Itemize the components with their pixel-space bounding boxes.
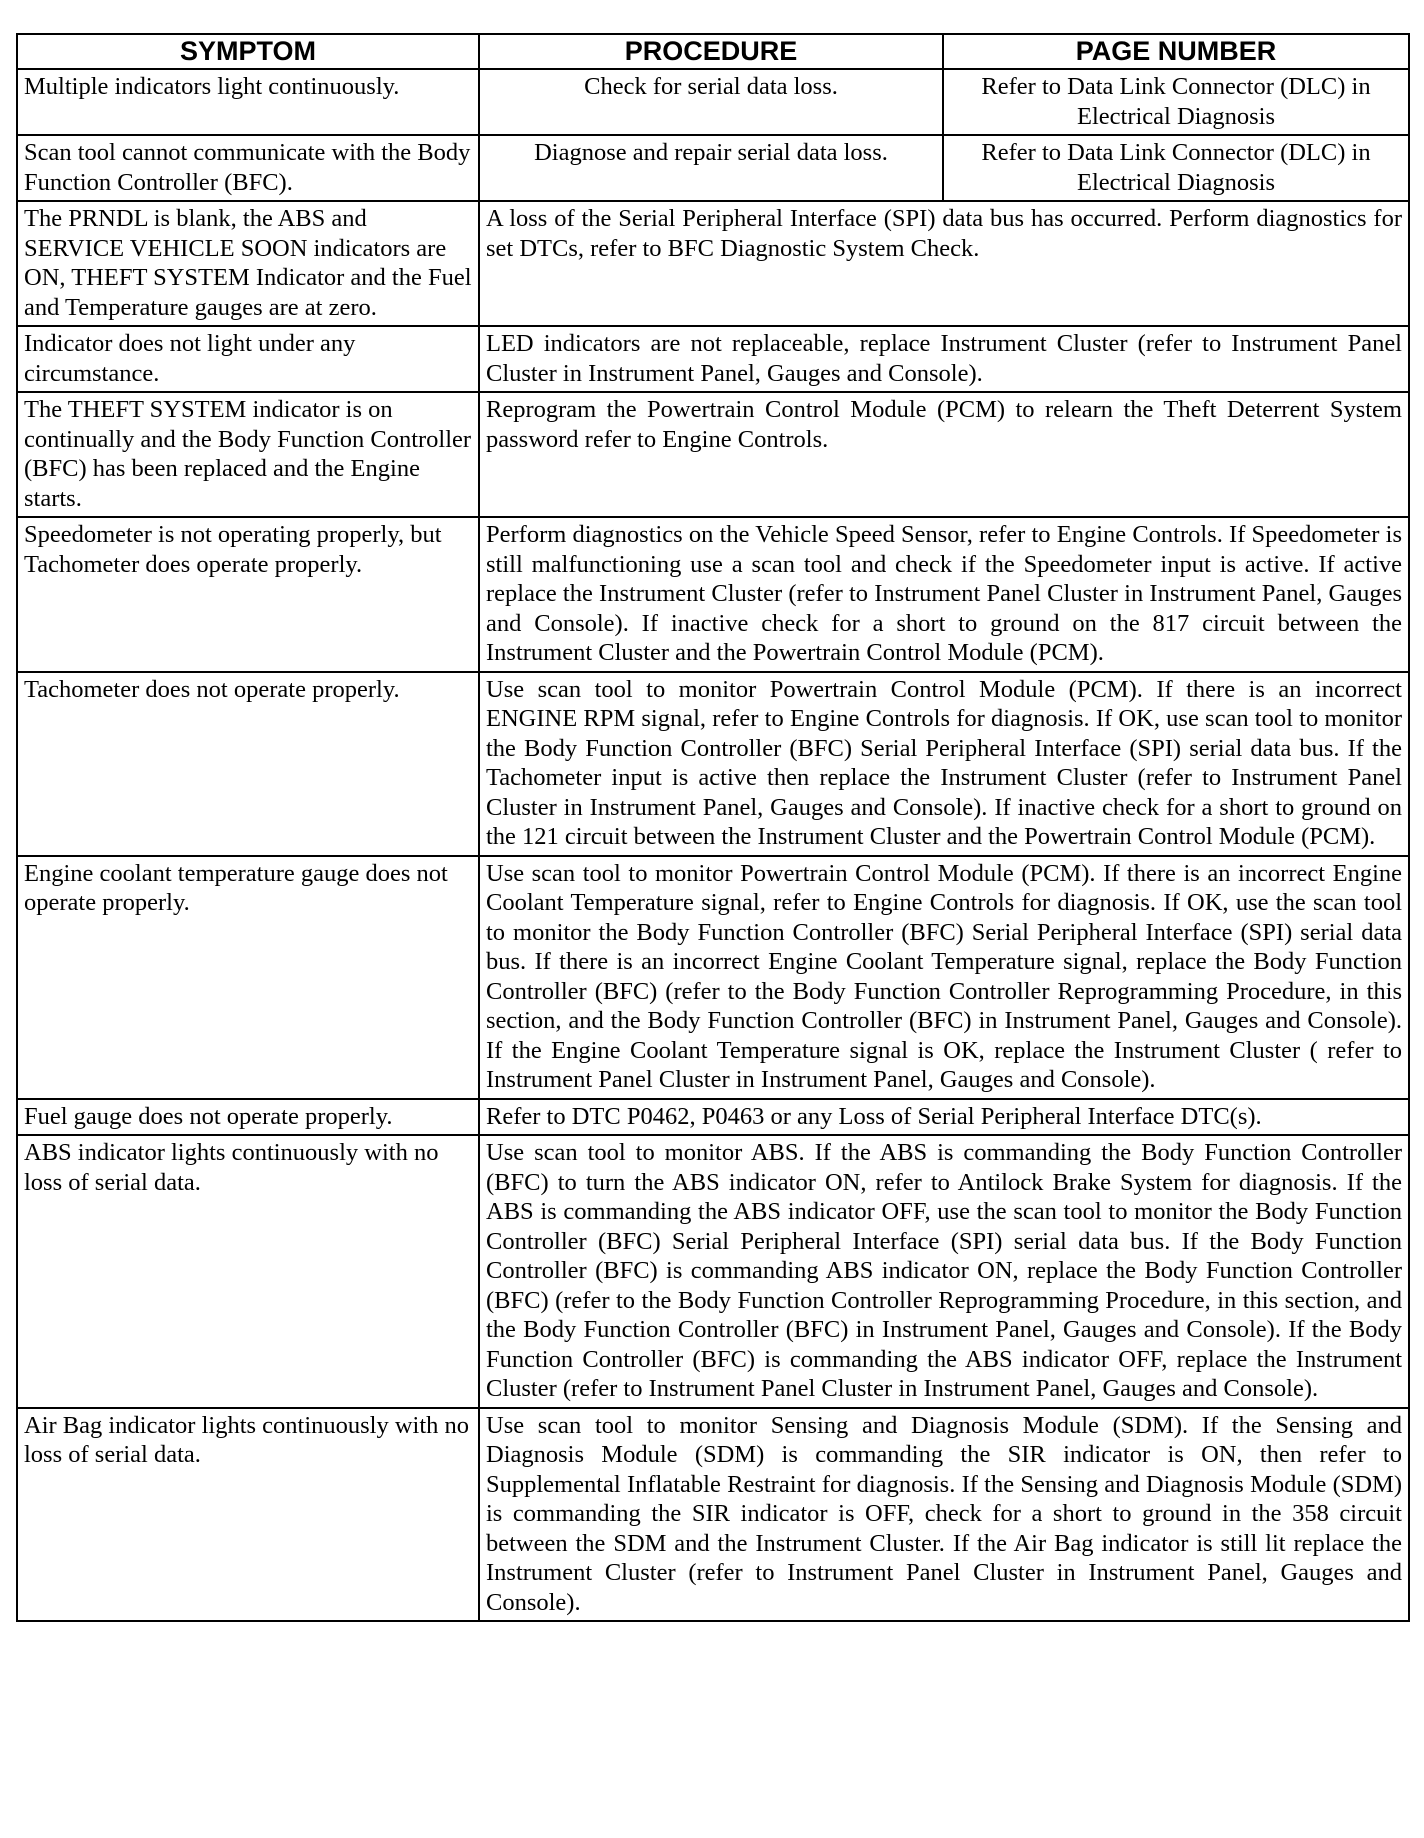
procedure-cell: Use scan tool to monitor Powertrain Control Module (PCM). If there is an incorrect Engine Coolant Temperature signal, refer to Engine Controls for diagnosis. If OK, use the scan tool to monitor the Body Function Controller (BFC) Serial Peripheral Interface (SPI) serial data bus. If there is an incorrect Engine Coolant Temperature signal, replace the Body Function Controller (BFC) (refer to the Body Function Controller Reprogramming Procedure, in this section, and the Body Function Controller (BFC) in Instrument Panel, Gauges and Console). If the Engine Coolant Temperature signal is OK, replace the Instrument Cluster ( refer to Instrument Panel Cluster in Instrument Panel, Gauges and Console). <box>479 856 1409 1099</box>
symptom-cell: Engine coolant temperature gauge does not operate properly. <box>17 856 479 1099</box>
symptom-cell: The THEFT SYSTEM indicator is on continually and the Body Function Controller (BFC) has been replaced and the Engine starts. <box>17 392 479 517</box>
procedure-cell: Reprogram the Powertrain Control Module (PCM) to relearn the Theft Deterrent System password refer to Engine Controls. <box>479 392 1409 517</box>
symptom-cell: The PRNDL is blank, the ABS and SERVICE VEHICLE SOON indicators are ON, THEFT SYSTEM Indicator and the Fuel and Temperature gauges are at zero. <box>17 201 479 326</box>
header-page-number: PAGE NUMBER <box>943 34 1409 69</box>
symptom-table <box>16 33 1410 1622</box>
procedure-cell: Use scan tool to monitor ABS. If the ABS is commanding the Body Function Controller (BFC) to turn the ABS indicator ON, refer to Antilock Brake System for diagnosis. If the ABS is commanding the ABS indicator OFF, use the scan tool to monitor the Body Function Controller (BFC) Serial Peripheral Interface (SPI) serial data bus. If the Body Function Controller (BFC) is commanding ABS indicator ON, replace the Body Function Controller (BFC) (refer to the Body Function Controller Reprogramming Procedure, in this section, and the Body Function Controller (BFC) in Instrument Panel, Gauges and Console). If the Body Function Controller (BFC) is commanding the ABS indicator OFF, replace the Instrument Cluster (refer to Instrument Panel Cluster in Instrument Panel, Gauges and Console). <box>479 1135 1409 1408</box>
procedure-cell: Check for serial data loss. <box>479 69 943 135</box>
page-number-cell: Refer to Data Link Connector (DLC) in Electrical Diagnosis <box>943 69 1409 135</box>
table-row <box>17 1408 1409 1622</box>
table-row <box>17 69 1409 135</box>
symptom-cell: Scan tool cannot communicate with the Body Function Controller (BFC). <box>17 135 479 201</box>
table-row <box>17 201 1409 326</box>
table-row <box>17 517 1409 672</box>
symptom-cell: Indicator does not light under any circumstance. <box>17 326 479 392</box>
table-row <box>17 1135 1409 1408</box>
symptom-cell: Multiple indicators light continuously. <box>17 69 479 135</box>
header-row <box>17 34 1409 69</box>
symptom-cell: Fuel gauge does not operate properly. <box>17 1099 479 1136</box>
table-row <box>17 326 1409 392</box>
procedure-cell: Use scan tool to monitor Powertrain Control Module (PCM). If there is an incorrect ENGINE RPM signal, refer to Engine Controls for diagnosis. If OK, use scan tool to monitor the Body Function Controller (BFC) Serial Peripheral Interface (SPI) serial data bus. If the Tachometer input is active then replace the Instrument Cluster (refer to Instrument Panel Cluster in Instrument Panel, Gauges and Console). If inactive check for a short to ground on the 121 circuit between the Instrument Cluster and the Powertrain Control Module (PCM). <box>479 672 1409 856</box>
table-row <box>17 1099 1409 1136</box>
table-row <box>17 392 1409 517</box>
procedure-cell: LED indicators are not replaceable, replace Instrument Cluster (refer to Instrument Panel Cluster in Instrument Panel, Gauges and Console). <box>479 326 1409 392</box>
procedure-cell: Refer to DTC P0462, P0463 or any Loss of Serial Peripheral Interface DTC(s). <box>479 1099 1409 1136</box>
procedure-cell: Use scan tool to monitor Sensing and Diagnosis Module (SDM). If the Sensing and Diagnosis Module (SDM) is commanding the SIR indicator is ON, then refer to Supplemental Inflatable Restraint for diagnosis. If the Sensing and Diagnosis Module (SDM) is commanding the SIR indicator is OFF, check for a short to ground in the 358 circuit between the SDM and the Instrument Cluster. If the Air Bag indicator is still lit replace the Instrument Cluster (refer to Instrument Panel Cluster in Instrument Panel, Gauges and Console). <box>479 1408 1409 1622</box>
header-symptom: SYMPTOM <box>17 34 479 69</box>
table-row <box>17 672 1409 856</box>
symptom-cell: Air Bag indicator lights continuously with no loss of serial data. <box>17 1408 479 1622</box>
symptom-cell: Speedometer is not operating properly, but Tachometer does operate properly. <box>17 517 479 672</box>
table-row <box>17 135 1409 201</box>
symptom-cell: ABS indicator lights continuously with no loss of serial data. <box>17 1135 479 1408</box>
procedure-cell: Diagnose and repair serial data loss. <box>479 135 943 201</box>
header-procedure: PROCEDURE <box>479 34 943 69</box>
symptom-cell: Tachometer does not operate properly. <box>17 672 479 856</box>
table-row <box>17 856 1409 1099</box>
procedure-cell: A loss of the Serial Peripheral Interface (SPI) data bus has occurred. Perform diagnostics for set DTCs, refer to BFC Diagnostic System Check. <box>479 201 1409 326</box>
procedure-cell: Perform diagnostics on the Vehicle Speed Sensor, refer to Engine Controls. If Speedometer is still malfunctioning use a scan tool and check if the Speedometer input is active. If active replace the Instrument Cluster (refer to Instrument Panel Cluster in Instrument Panel, Gauges and Console). If inactive check for a short to ground on the 817 circuit between the Instrument Cluster and the Powertrain Control Module (PCM). <box>479 517 1409 672</box>
page-number-cell: Refer to Data Link Connector (DLC) in Electrical Diagnosis <box>943 135 1409 201</box>
